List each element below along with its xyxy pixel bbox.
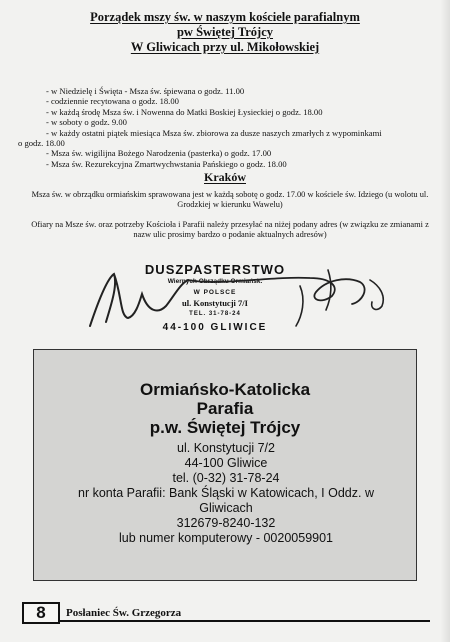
parish-phone: tel. (0-32) 31-78-24 [172, 471, 280, 485]
parish-title: p.w. Świętej Trójcy [149, 418, 301, 437]
krakow-heading: Kraków [204, 170, 246, 184]
mass-item: - w każdą środę Msza św. i Nowenna do Matki Boskiej Łysieckiej o godz. 18.00 [46, 106, 323, 117]
parish-account-number: 312679-8240-132 [176, 516, 276, 530]
page-number: 8 [22, 602, 60, 624]
parish-title: Ormiańsko-Katolicka [139, 380, 311, 399]
parish-account-bank-city: Gliwicach [199, 501, 253, 515]
mass-item: - w soboty o godz. 9.00 [46, 117, 127, 128]
parish-stamp [70, 256, 400, 338]
heading-line-2: pw Świętej Trójcy [176, 25, 274, 39]
mass-item: - codziennie recytowana o godz. 18.00 [46, 96, 179, 107]
parish-title: Parafia [196, 399, 254, 418]
page-heading [60, 10, 390, 55]
parish-street: ul. Konstytucji 7/2 [177, 441, 275, 455]
stamp-line: ul. Konstytucji 7/I [182, 298, 248, 308]
parish-city: 44-100 Gliwice [184, 456, 268, 470]
stamp-title: DUSZPASTERSTWO [144, 262, 286, 277]
parish-address-box [33, 349, 417, 581]
mass-schedule-list [18, 86, 438, 169]
stamp-line: 44-100 GLIWICE [162, 322, 268, 333]
parish-account-bank: nr konta Parafii: Bank Śląski w Katowicach, I Oddz. w [78, 486, 374, 500]
mass-item: - Msza św. wigilijna Bożego Narodzenia (pasterka) o godz. 17.00 [46, 148, 272, 159]
publication-title: Posłaniec Św. Grzegorza [66, 607, 182, 619]
parish-computer-number: lub numer komputerowy - 0020059901 [118, 531, 334, 545]
handwritten-signature [70, 256, 400, 338]
mass-item: - w Niedzielę i Święta - Msza św. śpiewana o godz. 11.00 [46, 86, 245, 96]
scan-edge-shadow [440, 0, 450, 642]
mass-item: - Msza św. Rezurekcyjna Zmartwychwstania Pańskiego o godz. 18.00 [46, 158, 287, 169]
offerings-paragraph: Ofiary na Msze św. oraz potrzeby Kościoła i Parafii należy przesyłać na niżej podany adres (w związku ze zmianami z nazw ulic prosimy bardzo o podanie aktualnych adresów) [31, 220, 429, 240]
stamp-line: TEL. 31-78-24 [189, 311, 241, 317]
mass-item: - w każdy ostatni piątek miesiąca Msza św. zbiorowa za dusze naszych zmarłych z wypominkami [46, 127, 382, 138]
heading-line-3: W Gliwicach przy ul. Mikołowskiej [130, 40, 320, 54]
footer-divider [60, 620, 430, 622]
mass-item-continuation: o godz. 18.00 [18, 138, 65, 149]
heading-line-1: Porządek mszy św. w naszym kościele parafialnym [90, 10, 360, 24]
krakow-paragraph: Msza św. w obrządku ormiańskim sprawowana jest w każdą sobotę o godz. 17.00 w kościele św. Idziego (u wolotu ul. Grodzkiej w kierunku Wawelu) [31, 190, 429, 210]
stamp-line: Wiernych Obrządku Ormiańsk. [167, 278, 263, 285]
stamp-line: W POLSCE [193, 289, 237, 296]
